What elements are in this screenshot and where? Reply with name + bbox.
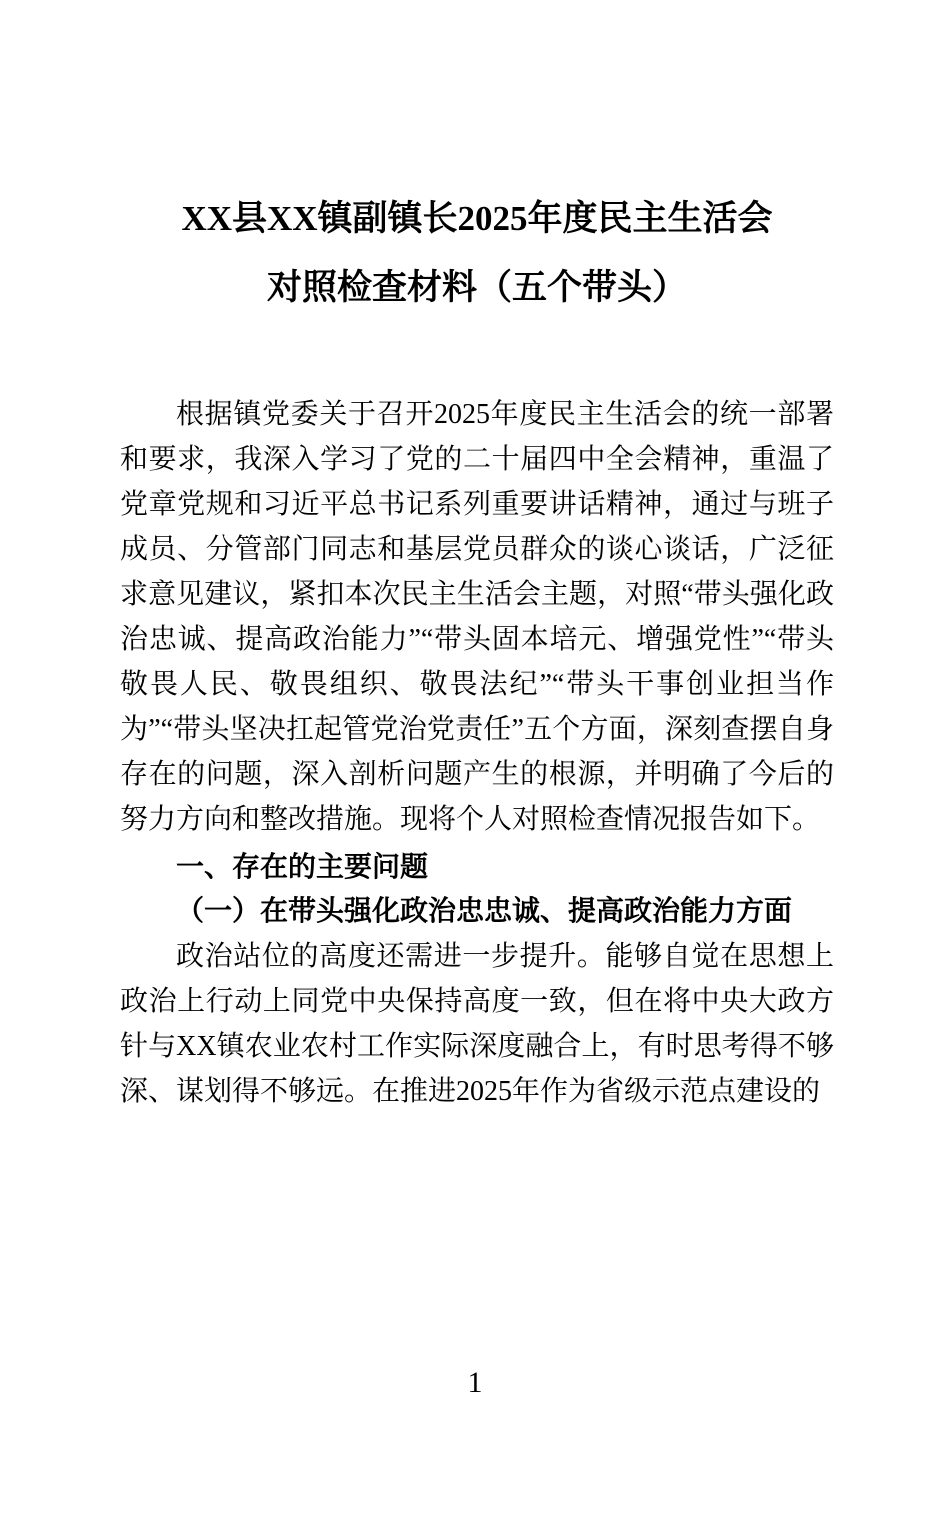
document-title-line-2: 对照检查材料（五个带头） bbox=[266, 268, 687, 307]
section-1-heading: 一、存在的主要问题 bbox=[176, 851, 429, 882]
page-number: 1 bbox=[467, 1366, 483, 1399]
subsection-1-1-heading: （一）在带头强化政治忠忠诚、提高政治能力方面 bbox=[176, 896, 793, 927]
document-page bbox=[0, 184, 950, 1528]
document-title-line-1: XX县XX镇副镇长2025年度民主生活会 bbox=[181, 199, 773, 238]
document-title bbox=[120, 184, 834, 322]
subsection-1-1-paragraph: 政治站位的高度还需进一步提升。能够自觉在思想上政治上行动上同党中央保持高度一致，但在将中央大政方针与XX镇农业农村工作实际深度融合上，有时思考得不够深、谋划得不够远。在推进2025年作为省级示范点建设的 bbox=[120, 941, 834, 1107]
intro-paragraph: 根据镇党委关于召开2025年度民主生活会的统一部署和要求，我深入学习了党的二十届四中全会精神，重温了党章党规和习近平总书记系列重要讲话精神，通过与班子成员、分管部门同志和基层党员群众的谈心谈话，广泛征求意见建议，紧扣本次民主生活会主题，对照“带头强化政治忠诚、提高政治能力”“带头固本培元、增强党性”“带头敬畏人民、敬畏组织、敬畏法纪”“带头干事创业担当作为”“带头坚决扛起管党治党责任”五个方面，深刻查摆自身存在的问题，深入剖析问题产生的根源，并明确了今后的努力方向和整改措施。现将个人对照检查情况报告如下。 bbox=[120, 399, 834, 835]
